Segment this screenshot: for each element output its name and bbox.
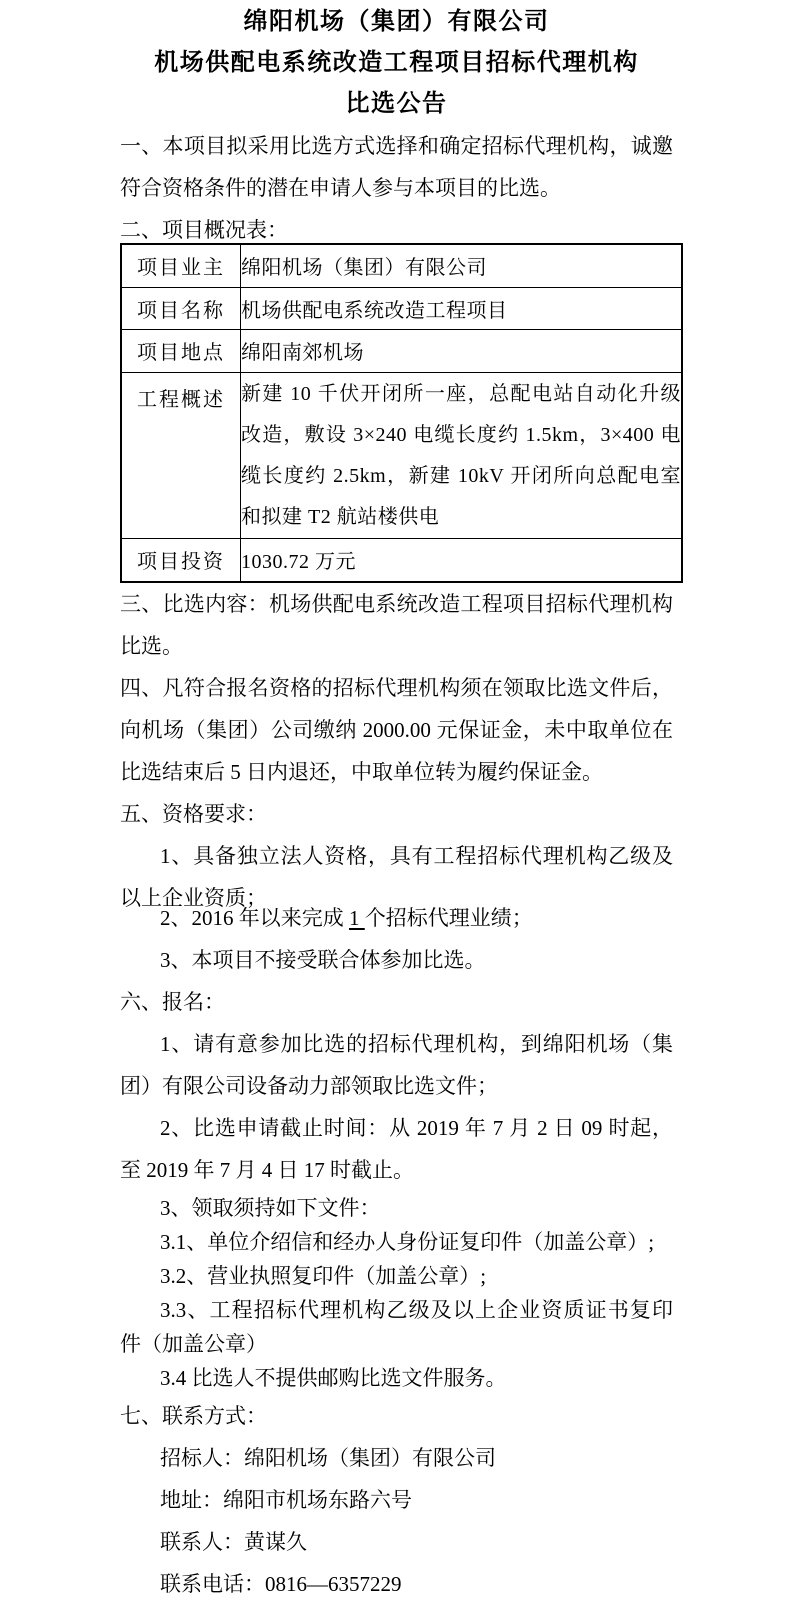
line-text: 个招标代理业绩； [364, 906, 533, 930]
text-line: 3.2、营业执照复印件（加盖公章）; [160, 1264, 487, 1288]
line-text: 2、2016 年以来完成 [160, 906, 349, 930]
text-line: 至 2019 年 7 月 4 日 17 时截止。 [120, 1158, 414, 1182]
text-line: 符合资格条件的潜在申请人参与本项目的比选。 [120, 176, 561, 200]
text-line: 比选。 [120, 634, 183, 658]
text-line: 3、本项目不接受联合体参加比选。 [160, 948, 486, 972]
body-section [120, 583, 673, 1605]
table-row [121, 538, 682, 582]
row-value-cell: 新建 10 千伏开闭所一座，总配电站自动化升级改造，敷设 3×240 电缆长度约 1.5km，3×400 电缆长度约 2.5km，新建 10kV 开闭所向总配电室和拟建 T2 航站楼供电 [241, 372, 683, 538]
row-label-cell: 项目地点 [121, 329, 241, 372]
text-line: 五、资格要求： [120, 802, 267, 826]
project-overview-table [120, 243, 683, 583]
doc-title-line-3: 比选公告 [345, 91, 448, 117]
row-label-cell: 项目投资 [121, 538, 241, 582]
text-line: 向机场（集团）公司缴纳 2000.00 元保证金，未中取单位在 [120, 718, 673, 742]
text-line: 四、凡符合报名资格的招标代理机构须在领取比选文件后， [120, 676, 673, 700]
text-line: 一、本项目拟采用比选方式选择和确定招标代理机构，诚邀 [120, 134, 673, 158]
text-line: 3.3、工程招标代理机构乙级及以上企业资质证书复印 [160, 1298, 673, 1322]
text-line: 1、具备独立法人资格，具有工程招标代理机构乙级及 [160, 844, 673, 868]
doc-title-line-2: 机场供配电系统改造工程项目招标代理机构 [154, 50, 639, 76]
text-line: 六、报名： [120, 990, 225, 1014]
row-value-cell: 绵阳机场（集团）有限公司 [241, 244, 683, 287]
text-line: 3.4 比选人不提供邮购比选文件服务。 [160, 1366, 507, 1390]
text-line: 3、领取须持如下文件： [160, 1196, 381, 1220]
table-row [121, 329, 682, 372]
row-value-cell: 1030.72 万元 [241, 538, 683, 582]
text-line: 1、请有意参加比选的招标代理机构，到绵阳机场（集 [160, 1032, 673, 1056]
intro-section [120, 125, 673, 251]
doc-title-line-1: 绵阳机场（集团）有限公司 [243, 9, 550, 35]
text-line [120, 897, 673, 939]
text-line: 比选结束后 5 日内退还，中取单位转为履约保证金。 [120, 760, 603, 784]
table-row [121, 287, 682, 329]
text-line: 二、项目概况表： [120, 218, 288, 242]
text-line: 件（加盖公章） [120, 1332, 267, 1356]
row-value-cell: 机场供配电系统改造工程项目 [241, 287, 683, 329]
text-line: 团）有限公司设备动力部领取比选文件； [120, 1074, 498, 1098]
underlined-number: 1 [349, 906, 365, 930]
text-line: 联系人：黄谋久 [160, 1530, 307, 1554]
text-line: 七、联系方式： [120, 1404, 267, 1428]
table-row [121, 244, 682, 287]
table-row [121, 372, 682, 538]
row-value-cell: 绵阳南郊机场 [241, 329, 683, 372]
text-line: 3.1、单位介绍信和经办人身份证复印件（加盖公章）; [160, 1230, 655, 1254]
row-label-cell: 工程概述 [121, 372, 241, 538]
text-line: 三、比选内容：机场供配电系统改造工程项目招标代理机构 [120, 592, 673, 616]
row-label-cell: 项目名称 [121, 287, 241, 329]
text-line: 地址：绵阳市机场东路六号 [160, 1488, 412, 1512]
row-label-cell: 项目业主 [121, 244, 241, 287]
text-line: 2、比选申请截止时间：从 2019 年 7 月 2 日 09 时起， [160, 1116, 673, 1140]
text-line: 以上企业资质； [120, 886, 267, 910]
text-line: 招标人：绵阳机场（集团）有限公司 [160, 1446, 496, 1470]
text-line: 联系电话：0816—6357229 [160, 1572, 402, 1596]
